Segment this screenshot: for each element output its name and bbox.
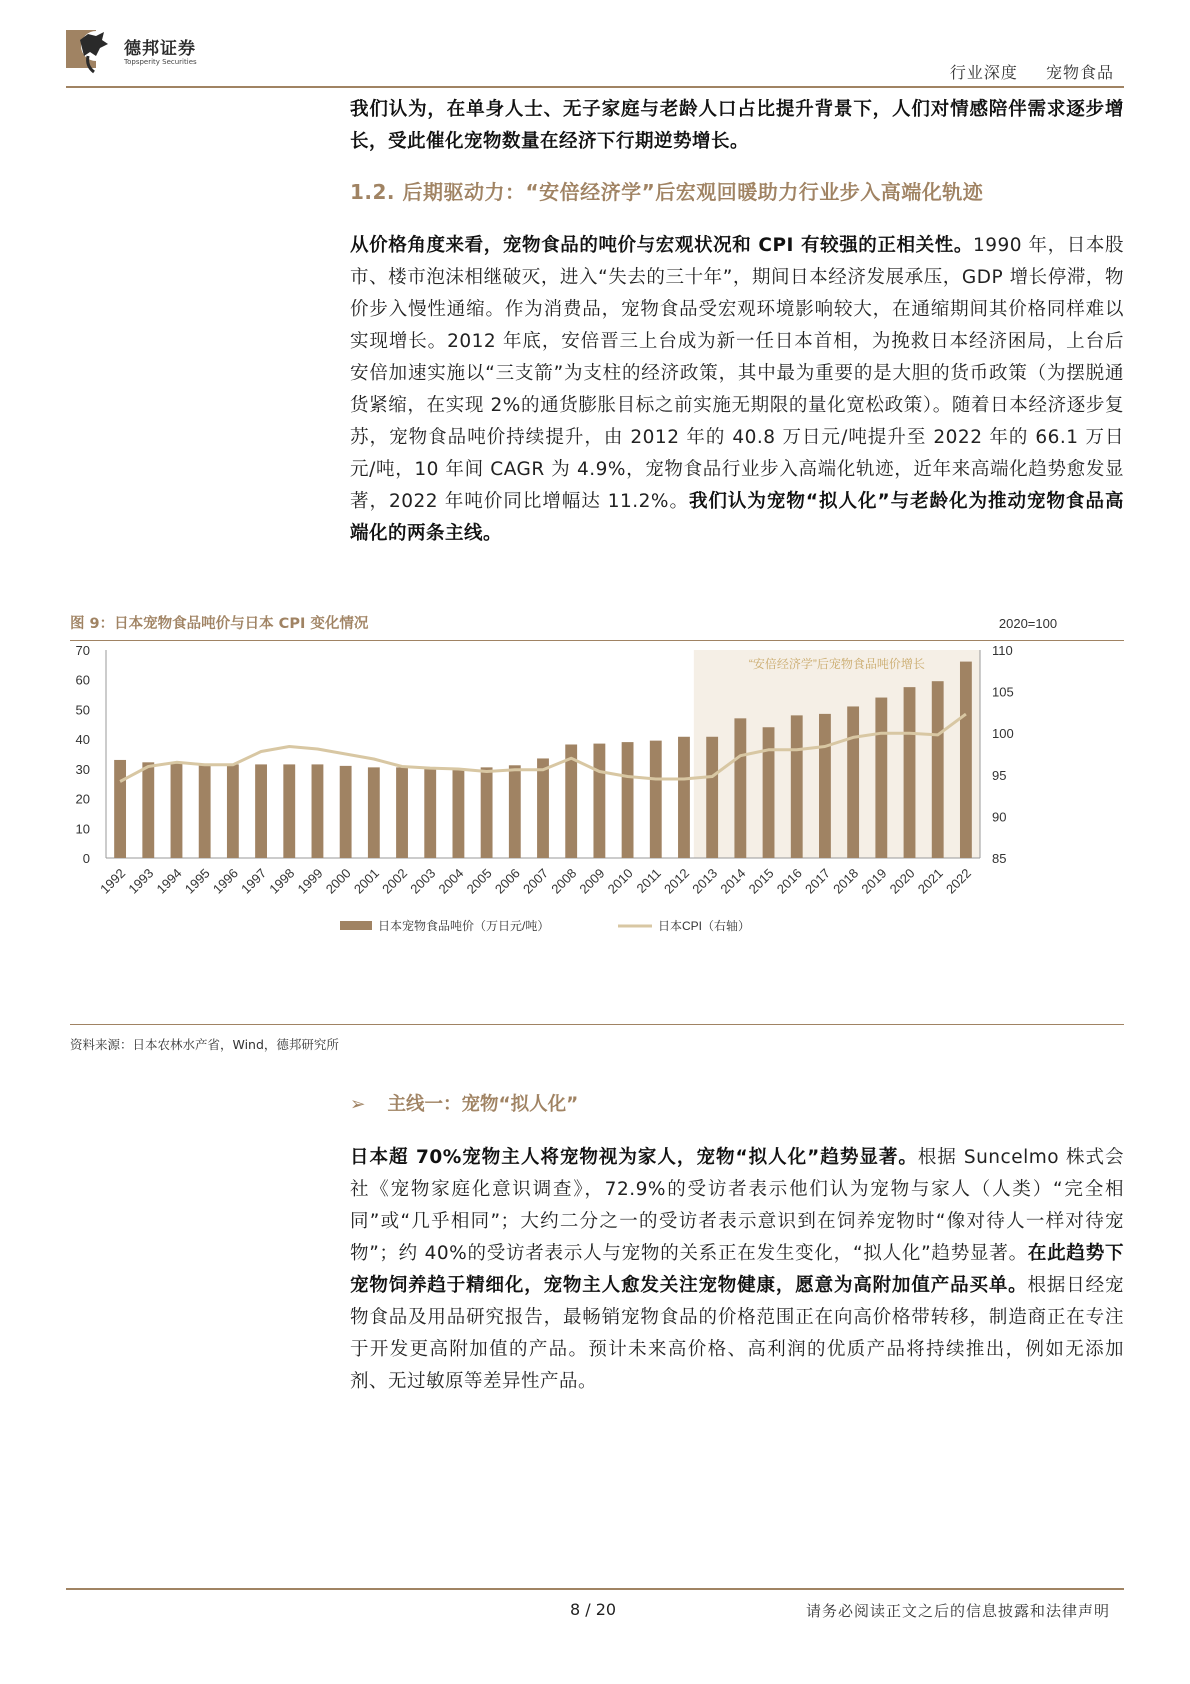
price-bar — [227, 764, 239, 858]
y-left-tick-label: 0 — [82, 851, 90, 866]
x-tick-label: 2006 — [491, 865, 523, 897]
price-bar — [509, 765, 521, 858]
price-bar — [763, 727, 775, 858]
paragraph-2 — [350, 230, 1124, 550]
y-right-tick-label: 110 — [992, 643, 1013, 658]
y-right-tick-label: 105 — [992, 684, 1014, 700]
price-bar — [255, 764, 267, 858]
price-bar — [424, 767, 436, 858]
paragraph-1 — [350, 94, 1124, 158]
price-bar — [847, 706, 859, 858]
y-right-tick-label: 85 — [992, 851, 1007, 866]
x-tick-label: 2007 — [520, 865, 552, 897]
x-tick-label: 2002 — [379, 865, 411, 897]
brand-logo — [66, 26, 226, 78]
y-right-tick-label: 95 — [992, 767, 1007, 783]
x-tick-label: 2005 — [463, 865, 495, 897]
x-tick-label: 2019 — [858, 865, 890, 897]
x-tick-label: 2022 — [942, 865, 975, 897]
price-bar — [283, 764, 295, 858]
price-bar — [622, 742, 634, 858]
y-left-tick-label: 20 — [75, 791, 90, 807]
x-tick-label: 2017 — [801, 865, 834, 897]
price-bar — [706, 737, 718, 858]
price-bar — [734, 718, 746, 858]
x-tick-label: 1996 — [209, 865, 241, 897]
x-tick-label: 2011 — [633, 865, 664, 896]
x-tick-label: 1993 — [125, 865, 157, 897]
x-tick-label: 2018 — [830, 865, 862, 897]
page-number: 8 / 20 — [570, 1600, 617, 1619]
x-tick-label: 1994 — [153, 865, 185, 897]
y-right-tick-label: 100 — [992, 726, 1014, 742]
paragraph-3-mid: 在此趋势下宠物饲养趋于精细化，宠物主人愈发关注宠物健康，愿意为高附加值产品买单。 — [350, 1243, 1124, 1296]
x-tick-label: 1999 — [294, 865, 326, 897]
x-tick-label: 2003 — [407, 865, 439, 897]
price-bar — [875, 698, 887, 858]
price-bar — [481, 767, 493, 858]
x-tick-label: 2015 — [745, 865, 777, 897]
price-bar — [199, 764, 211, 858]
x-tick-label: 2012 — [661, 865, 693, 897]
header-divider — [66, 86, 1124, 88]
y-left-tick-label: 10 — [75, 821, 90, 837]
section-title: 1.2. 后期驱动力：“安倍经济学”后宏观回暖助力行业步入高端化轨迹 — [350, 180, 984, 204]
x-tick-label: 2000 — [322, 865, 354, 897]
brand-name-en: Topsperity Securities — [124, 58, 197, 66]
figure-title: 图 9：日本宠物食品吨价与日本 CPI 变化情况 — [70, 616, 369, 632]
price-bar — [932, 681, 944, 858]
paragraph-1-bold: 我们认为，在单身人士、无子家庭与老龄人口占比提升背景下，人们对情感陪伴需求逐步增长，受此催化宠物数量在经济下行期逆势增长。 — [350, 99, 1124, 152]
x-tick-label: 2008 — [548, 865, 580, 897]
x-tick-label: 2014 — [717, 865, 749, 897]
x-tick-label: 2001 — [350, 865, 382, 897]
tag-industry-depth: 行业深度 — [949, 63, 1018, 82]
price-bar — [678, 737, 690, 858]
price-bar — [396, 767, 408, 858]
price-bar — [171, 764, 183, 858]
y-left-tick-label: 60 — [75, 672, 90, 688]
figure-bottom-rule — [70, 1024, 1124, 1025]
x-tick-label: 2010 — [604, 865, 636, 897]
legal-disclaimer: 请务必阅读正文之后的信息披露和法律声明 — [805, 1602, 1110, 1620]
x-tick-label: 1997 — [238, 865, 270, 897]
subsection-title — [350, 1090, 578, 1116]
price-bar — [368, 767, 380, 858]
y-right-unit-label: 2020=100 — [998, 616, 1058, 631]
highlight-label: “安倍经济学”后宠物食品吨价增长 — [748, 657, 925, 671]
paragraph-3-body-2: 根据日经宠物食品及用品研究报告，最畅销宠物食品的价格范围正在向高价格带转移，制造商正在专注于开发更高附加值的产品。预计未来高价格、高利润的优质产品将持续推出，例如无添加剂、无过敏原等差异性产品。 — [350, 1275, 1124, 1392]
x-tick-label: 1998 — [266, 865, 298, 897]
x-tick-label: 2013 — [689, 865, 721, 897]
x-tick-label: 1995 — [181, 865, 213, 897]
y-left-tick-label: 30 — [75, 761, 90, 777]
y-left-tick-label: 70 — [75, 643, 90, 658]
header-tags — [950, 60, 1114, 83]
legend-line-label: 日本CPI（右轴） — [658, 919, 751, 933]
price-bar — [340, 766, 352, 858]
x-tick-label: 2016 — [773, 865, 805, 897]
y-right-tick-label: 90 — [992, 809, 1007, 825]
figure-top-rule — [70, 640, 1124, 641]
figure-source: 资料来源：日本农林水产省，Wind，德邦研究所 — [70, 1037, 339, 1052]
x-tick-label: 2004 — [435, 865, 467, 897]
brand-name-cn: 德邦证券 — [124, 39, 196, 59]
legend-bar-label: 日本宠物食品吨价（万日元/吨） — [378, 919, 550, 933]
price-bar — [312, 764, 324, 858]
price-bar — [593, 744, 605, 858]
x-tick-label: 2009 — [576, 865, 608, 897]
subsection-title-text: 主线一：宠物“拟人化” — [387, 1094, 579, 1115]
paragraph-3-body-1: 根据 Suncelmo 株式会社《宠物家庭化意识调查》，72.9%的受访者表示他们认为宠物与家人（人类）“完全相同”或“几乎相同”；大约二分之一的受访者表示意识到在饲养宠物时“像对待人一样对待宠物”；约 40%的受访者表示人与宠物的关系正在发生变化，“拟人化”趋势显著。 — [350, 1147, 1124, 1264]
x-tick-label: 1992 — [97, 865, 129, 897]
deer-logo-icon — [66, 26, 112, 74]
paragraph-2-body: 1990 年，日本股市、楼市泡沫相继破灭，进入“失去的三十年”，期间日本经济发展承压，GDP 增长停滞，物价步入慢性通缩。作为消费品，宠物食品受宏观环境影响较大，在通缩期间其价格同样难以实现增长。2012 年底，安倍晋三上台成为新一任日本首相，为挽救日本经济困局，上台后安倍加速实施以“三支箭”为支柱的经济政策，其中最为重要的是大胆的货币政策（为摆脱通货紧缩，在实现 2%的通货膨胀目标之前实施无期限的量化宽松政策）。随着日本经济逐步复苏，宠物食品吨价持续提升，由 2012 年的 40.8 万日元/吨提升至 2022 年的 66.1 万日元/吨，10 年间 CAGR 为 4.9%，宠物食品行业步入高端化轨迹，近年来高端化趋势愈发显著，2022 年吨价同比增幅达 11.2%。 — [350, 235, 1125, 512]
price-bar — [960, 662, 972, 858]
arrow-bullet-icon: ➢ — [350, 1094, 366, 1115]
x-tick-label: 2020 — [886, 865, 918, 897]
tag-pet-food: 宠物食品 — [1045, 63, 1114, 82]
y-left-tick-label: 50 — [75, 702, 90, 718]
price-bar — [537, 758, 549, 858]
paragraph-2-lead: 从价格角度来看，宠物食品的吨价与宏观状况和 CPI 有较强的正相关性。 — [350, 235, 973, 256]
price-bar — [904, 687, 916, 858]
paragraph-3-lead: 日本超 70%宠物主人将宠物视为家人，宠物“拟人化”趋势显著。 — [350, 1147, 918, 1168]
paragraph-3 — [350, 1142, 1124, 1398]
price-bar — [819, 714, 831, 858]
price-bar — [114, 760, 126, 858]
legend-bar-swatch — [340, 921, 372, 930]
y-left-tick-label: 40 — [75, 732, 90, 748]
x-tick-label: 2021 — [914, 865, 946, 897]
price-bar — [791, 715, 803, 858]
price-bar — [142, 762, 154, 858]
footer-divider — [66, 1588, 1124, 1590]
price-bar — [452, 769, 464, 858]
price-bar — [650, 741, 662, 858]
paragraph-2-tail: 我们认为宠物“拟人化”与老龄化为推动宠物食品高端化的两条主线。 — [350, 491, 1124, 544]
